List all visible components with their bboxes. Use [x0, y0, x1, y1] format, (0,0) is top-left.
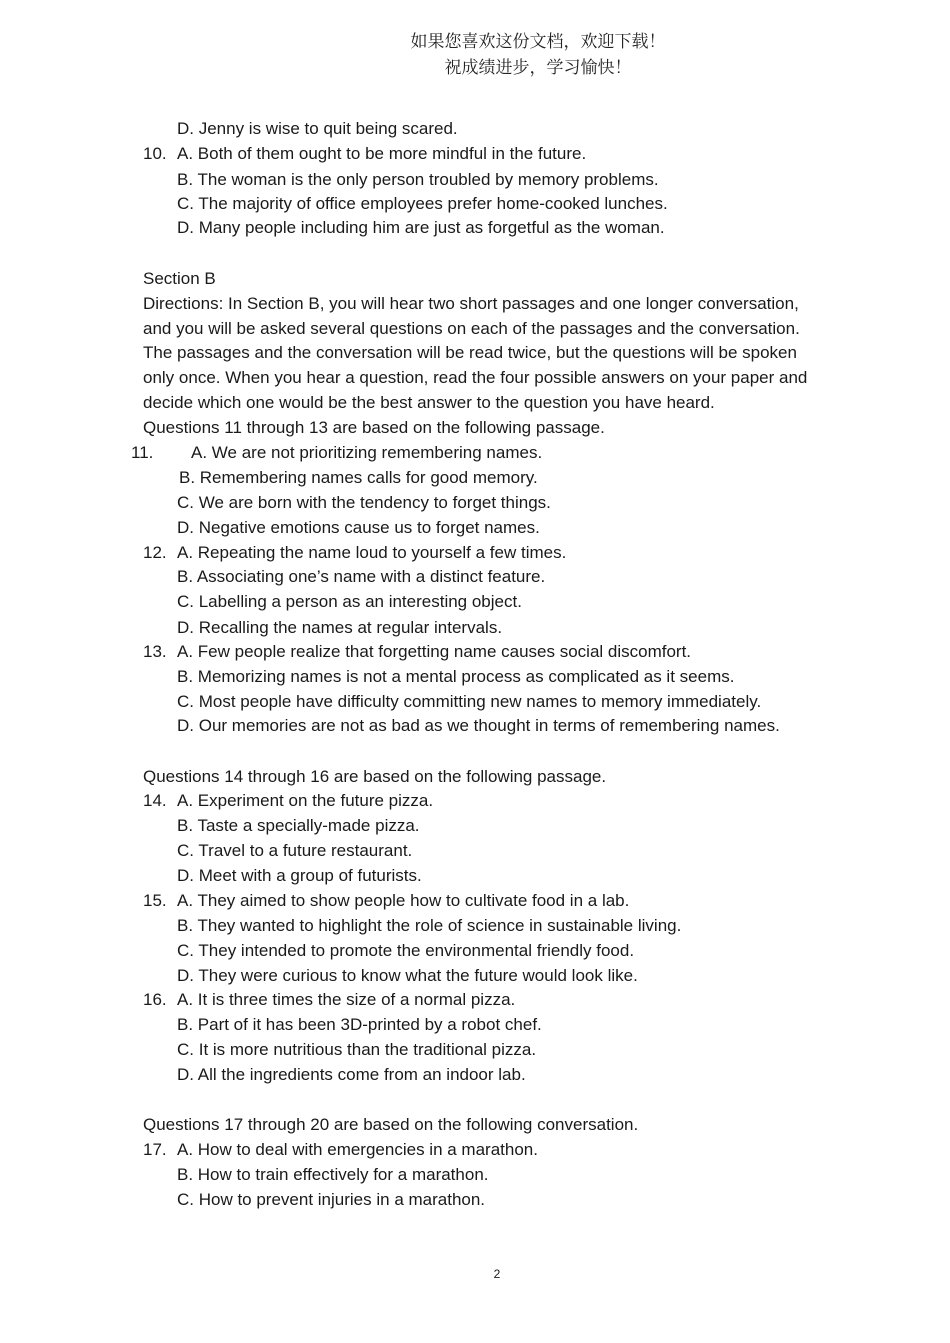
q10-number: 10.: [143, 144, 167, 163]
q15-option-b: B. They wanted to highlight the role of science in sustainable living.: [177, 916, 682, 935]
q16-option-a: A. It is three times the size of a normal pizza.: [177, 990, 516, 1009]
q14-option-a: A. Experiment on the future pizza.: [177, 791, 434, 810]
q16-option-b: B. Part of it has been 3D-printed by a robot chef.: [177, 1015, 542, 1034]
q10-option-a: A. Both of them ought to be more mindful in the future.: [177, 144, 587, 163]
q17-number: 17.: [143, 1140, 167, 1159]
q14-option-c: C. Travel to a future restaurant.: [177, 841, 413, 860]
intro-questions-11-13: Questions 11 through 13 are based on the following passage.: [143, 418, 605, 437]
q17-option-c: C. How to prevent injuries in a marathon.: [177, 1190, 486, 1209]
q16-option-d: D. All the ingredients come from an indoor lab.: [177, 1065, 526, 1084]
header-line-1: 如果您喜欢这份文档，欢迎下载！: [410, 32, 666, 52]
directions-line: and you will be asked several questions on each of the passages and the conversation.: [143, 319, 800, 338]
q9-option-d: D. Jenny is wise to quit being scared.: [177, 119, 458, 138]
q12-option-b: B. Associating one’s name with a distinct feature.: [177, 567, 546, 586]
directions-line: only once. When you hear a question, read the four possible answers on your paper and: [143, 368, 808, 387]
section-b-title: Section B: [143, 269, 216, 288]
q15-number: 15.: [143, 891, 167, 910]
q14-number: 14.: [143, 791, 167, 810]
q11-option-a: A. We are not prioritizing remembering names.: [191, 443, 543, 462]
q11-option-c: C. We are born with the tendency to forget things.: [177, 493, 551, 512]
q17-option-a: A. How to deal with emergencies in a marathon.: [177, 1140, 538, 1159]
q12-option-d: D. Recalling the names at regular intervals.: [177, 618, 503, 637]
directions-line: Directions: In Section B, you will hear two short passages and one longer conversation,: [143, 294, 799, 313]
q12-option-a: A. Repeating the name loud to yourself a few times.: [177, 543, 567, 562]
directions-line: The passages and the conversation will be read twice, but the questions will be spoken: [143, 343, 797, 362]
q14-option-b: B. Taste a specially-made pizza.: [177, 816, 420, 835]
intro-questions-14-16: Questions 14 through 16 are based on the following passage.: [143, 767, 607, 786]
q15-option-a: A. They aimed to show people how to cultivate food in a lab.: [177, 891, 630, 910]
q12-option-c: C. Labelling a person as an interesting object.: [177, 592, 522, 611]
q13-option-b: B. Memorizing names is not a mental process as complicated as it seems.: [177, 667, 735, 686]
q11-option-d: D. Negative emotions cause us to forget names.: [177, 518, 540, 537]
directions-line: decide which one would be the best answer to the question you have heard.: [143, 393, 715, 412]
q17-option-b: B. How to train effectively for a marathon.: [177, 1165, 489, 1184]
q10-option-c: C. The majority of office employees prefer home-cooked lunches.: [177, 194, 668, 213]
q13-option-a: A. Few people realize that forgetting name causes social discomfort.: [177, 642, 692, 661]
q12-number: 12.: [143, 543, 167, 562]
q16-number: 16.: [143, 990, 167, 1009]
q11-number: 11.: [131, 443, 154, 462]
q15-option-d: D. They were curious to know what the future would look like.: [177, 966, 638, 985]
q10-option-d: D. Many people including him are just as forgetful as the woman.: [177, 218, 665, 237]
q16-option-c: C. It is more nutritious than the traditional pizza.: [177, 1040, 537, 1059]
page-number: 2: [493, 1267, 501, 1281]
q14-option-d: D. Meet with a group of futurists.: [177, 866, 422, 885]
q13-option-d: D. Our memories are not as bad as we thought in terms of remembering names.: [177, 716, 780, 735]
q10-option-b: B. The woman is the only person troubled by memory problems.: [177, 170, 659, 189]
q15-option-c: C. They intended to promote the environmental friendly food.: [177, 941, 635, 960]
q13-option-c: C. Most people have difficulty committing new names to memory immediately.: [177, 692, 762, 711]
header-line-2: 祝成绩进步，学习愉快！: [444, 58, 632, 78]
intro-questions-17-20: Questions 17 through 20 are based on the following conversation.: [143, 1115, 639, 1134]
q13-number: 13.: [143, 642, 167, 661]
q11-option-b: B. Remembering names calls for good memory.: [179, 468, 538, 487]
